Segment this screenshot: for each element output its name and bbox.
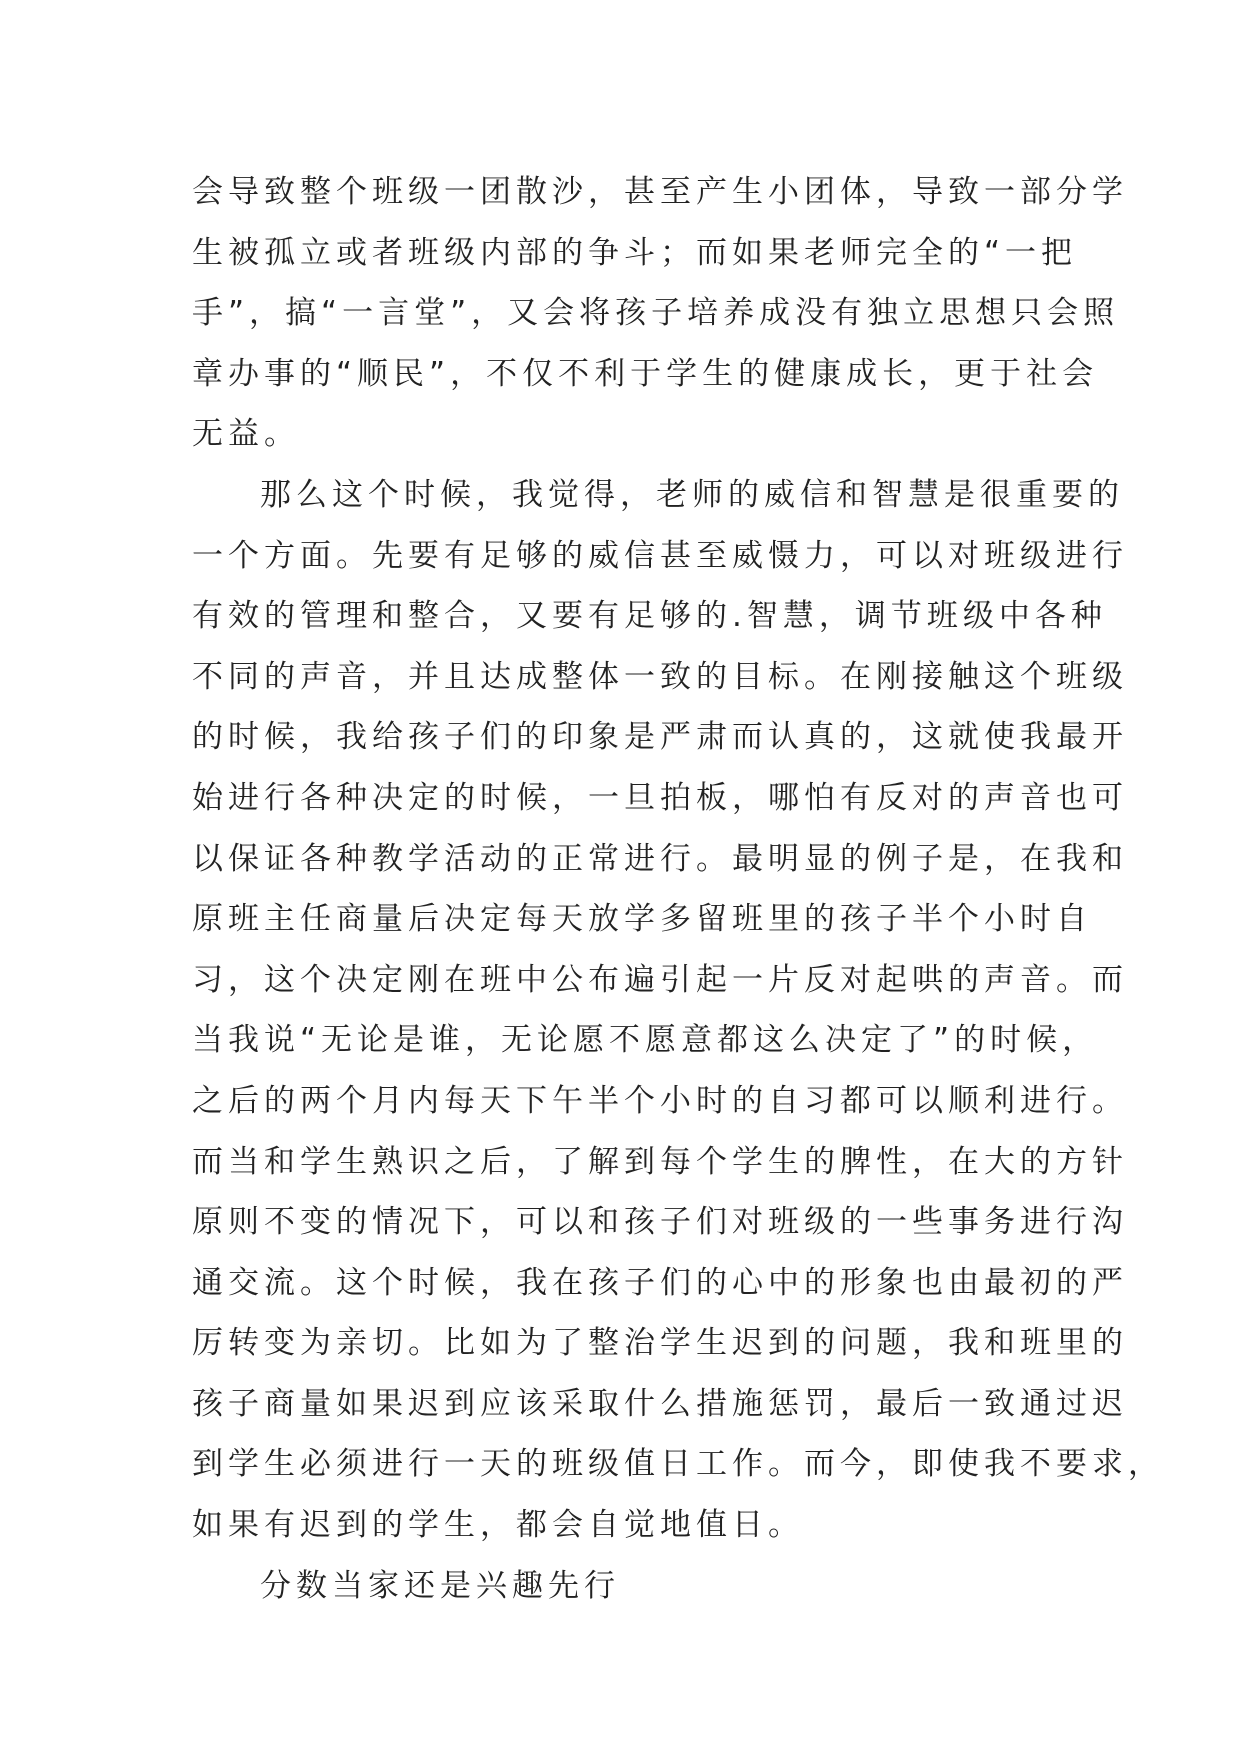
body-line-9: 不同的声音，并且达成整体一致的目标。在刚接触这个班级 [192, 658, 1128, 695]
paragraph-start-line: 那么这个时候，我觉得，老师的威信和智慧是很重要的 [260, 476, 1124, 513]
body-line-11: 始进行各种决定的时候，一旦拍板，哪怕有反对的声音也可 [192, 779, 1128, 816]
body-line-19: 通交流。这个时候，我在孩子们的心中的形象也由最初的严 [192, 1264, 1128, 1301]
body-line-4: 章办事的“顺民”，不仅不利于学生的健康成长，更于社会 [192, 355, 1099, 392]
body-line-8: 有效的管理和整合，又要有足够的.智慧，调节班级中各种 [192, 598, 1107, 635]
body-line-14: 习，这个决定刚在班中公布遍引起一片反对起哄的声音。而 [192, 961, 1128, 998]
body-line-1: 会导致整个班级一团散沙，甚至产生小团体，导致一部分学 [192, 174, 1128, 210]
body-line-10: 的时候，我给孩子们的印象是严肃而认真的，这就使我最开 [192, 719, 1128, 756]
body-line-12: 以保证各种教学活动的正常进行。最明显的例子是，在我和 [192, 840, 1128, 877]
body-line-5: 无益。 [192, 416, 300, 453]
body-line-21: 孩子商量如果迟到应该采取什么措施惩罚，最后一致通过迟 [192, 1385, 1128, 1422]
body-line-2: 生被孤立或者班级内部的争斗；而如果老师完全的“一把 [192, 234, 1078, 271]
document-body [192, 162, 1164, 1616]
body-line-16: 之后的两个月内每天下午半个小时的自习都可以顺利进行。 [192, 1082, 1128, 1119]
body-line-13: 原班主任商量后决定每天放学多留班里的孩子半个小时自 [192, 901, 1092, 938]
body-line-18: 原则不变的情况下，可以和孩子们对班级的一些事务进行沟 [192, 1204, 1128, 1241]
body-line-23: 如果有迟到的学生，都会自觉地值日。 [192, 1507, 804, 1544]
body-line-3: 手”，搞“一言堂”，又会将孩子培养成没有独立思想只会照 [192, 295, 1120, 332]
body-line-15: 当我说“无论是谁，无论愿不愿意都这么决定了”的时候， [192, 1022, 1099, 1059]
body-line-7: 一个方面。先要有足够的威信甚至威慑力，可以对班级进行 [192, 537, 1128, 574]
body-line-17: 而当和学生熟识之后，了解到每个学生的脾性，在大的方针 [192, 1143, 1128, 1180]
body-line-22: 到学生必须进行一天的班级值日工作。而今，即使我不要求， [192, 1446, 1164, 1483]
body-line-20: 厉转变为亲切。比如为了整治学生迟到的问题，我和班里的 [192, 1325, 1128, 1362]
section-heading: 分数当家还是兴趣先行 [260, 1567, 620, 1604]
